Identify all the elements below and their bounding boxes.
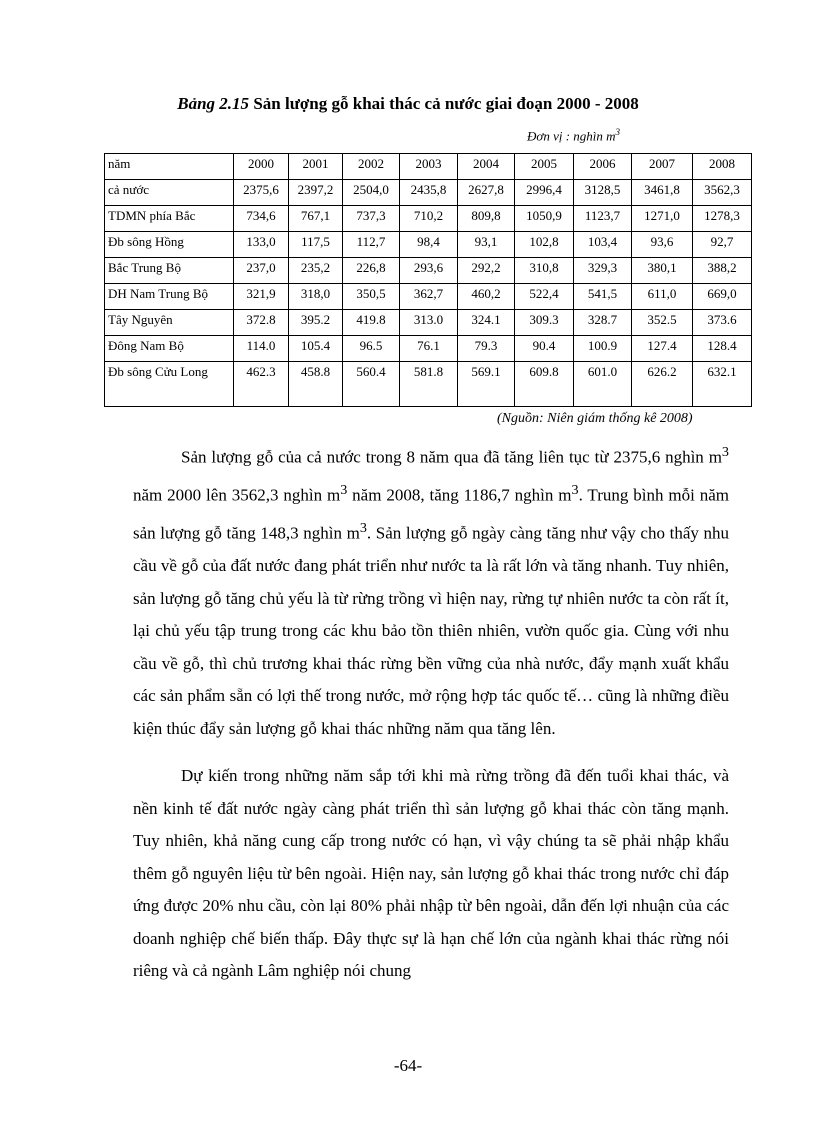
year-header-cell: 2006: [574, 154, 632, 180]
value-cell: 226,8: [343, 258, 400, 284]
value-cell: 669,0: [693, 284, 752, 310]
value-cell: 309.3: [515, 310, 574, 336]
region-cell: Đông Nam Bộ: [105, 336, 234, 362]
value-cell: 76.1: [400, 336, 458, 362]
table-row: [105, 284, 752, 310]
value-cell: 310,8: [515, 258, 574, 284]
value-cell: 609.8: [515, 362, 574, 407]
unit-note: [527, 127, 620, 144]
region-cell: Đb sông Cửu Long: [105, 362, 234, 407]
value-cell: 93,6: [632, 232, 693, 258]
region-cell: Bắc Trung Bộ: [105, 258, 234, 284]
p1-superscript-1: 3: [721, 444, 729, 460]
value-cell: 767,1: [289, 206, 343, 232]
value-cell: 79.3: [458, 336, 515, 362]
body-paragraph-2: [133, 760, 729, 988]
value-cell: 237,0: [234, 258, 289, 284]
unit-note-text: Đơn vị : nghìn m: [527, 128, 616, 144]
value-cell: 2435,8: [400, 180, 458, 206]
body-paragraph-1: [133, 436, 729, 745]
value-cell: 3562,3: [693, 180, 752, 206]
year-header-cell: 2008: [693, 154, 752, 180]
value-cell: 328.7: [574, 310, 632, 336]
value-cell: 2627,8: [458, 180, 515, 206]
p1-segment-1: Sản lượng gỗ của cả nước trong 8 năm qua đã tăng liên tục từ 2375,6 nghìn m: [181, 447, 722, 467]
p1-segment-4: . Trung bình mỗi năm sản lượng gỗ tăng 148,3 nghìn m: [133, 485, 729, 543]
value-cell: 103,4: [574, 232, 632, 258]
value-cell: 313.0: [400, 310, 458, 336]
year-header-cell: 2007: [632, 154, 693, 180]
value-cell: 112,7: [343, 232, 400, 258]
region-cell: Tây Nguyên: [105, 310, 234, 336]
value-cell: 318,0: [289, 284, 343, 310]
value-cell: 560.4: [343, 362, 400, 407]
value-cell: 96.5: [343, 336, 400, 362]
value-cell: 373.6: [693, 310, 752, 336]
table-caption-title: Sản lượng gỗ khai thác cả nước giai đoạn 2000 - 2008: [249, 94, 639, 113]
table-row: [105, 336, 752, 362]
value-cell: 329,3: [574, 258, 632, 284]
region-cell: cả nước: [105, 180, 234, 206]
value-cell: 2375,6: [234, 180, 289, 206]
value-cell: 321,9: [234, 284, 289, 310]
region-cell: TDMN phía Bắc: [105, 206, 234, 232]
value-cell: 626.2: [632, 362, 693, 407]
paragraph-2-text: Dự kiến trong những năm sắp tới khi mà rừng trồng đã đến tuổi khai thác, và nền kinh tế đất nước ngày càng phát triển thì sản lượng gỗ khai thác còn tăng mạnh. Tuy nhiên, khả năng cung cấp trong nước có hạn, vì vậy chúng ta sẽ phải nhập khẩu thêm gỗ nguyên liệu từ bên ngoài. Hiện nay, sản lượng gỗ khai thác trong nước chỉ đáp ứng được 20% nhu cầu, còn lại 80% phải nhập từ bên ngoài, dẫn đến lợi nhuận của các doanh nghiệp chế biến thấp. Đây thực sự là hạn chế lớn của ngành khai thác rừng nói riêng và cả ngành Lâm nghiệp nói chung: [133, 766, 729, 980]
paragraph-1-text: [133, 436, 729, 745]
value-cell: 117,5: [289, 232, 343, 258]
year-header-cell: 2002: [343, 154, 400, 180]
p1-segment-3: năm 2008, tăng 1186,7 nghìn m: [347, 485, 572, 505]
value-cell: 235,2: [289, 258, 343, 284]
p1-superscript-2: 3: [340, 482, 348, 499]
table-row: [105, 232, 752, 258]
unit-note-superscript: 3: [615, 127, 621, 137]
value-cell: 419.8: [343, 310, 400, 336]
value-cell: 324.1: [458, 310, 515, 336]
value-cell: 133,0: [234, 232, 289, 258]
value-cell: 98,4: [400, 232, 458, 258]
page-number: -64-: [393, 1056, 423, 1075]
value-cell: 380,1: [632, 258, 693, 284]
region-cell: DH Nam Trung Bộ: [105, 284, 234, 310]
value-cell: 737,3: [343, 206, 400, 232]
table-row: [105, 310, 752, 336]
value-cell: 581.8: [400, 362, 458, 407]
value-cell: 105.4: [289, 336, 343, 362]
table-caption: [0, 94, 816, 114]
p1-superscript-4: 3: [359, 520, 367, 537]
value-cell: 2996,4: [515, 180, 574, 206]
p1-superscript-3: 3: [571, 482, 579, 499]
value-cell: 372.8: [234, 310, 289, 336]
value-cell: 292,2: [458, 258, 515, 284]
value-cell: 1123,7: [574, 206, 632, 232]
value-cell: 100.9: [574, 336, 632, 362]
year-header-cell: 2003: [400, 154, 458, 180]
value-cell: 569.1: [458, 362, 515, 407]
value-cell: 92,7: [693, 232, 752, 258]
value-cell: 809,8: [458, 206, 515, 232]
value-cell: 127.4: [632, 336, 693, 362]
value-cell: 2504,0: [343, 180, 400, 206]
table-row: [105, 258, 752, 284]
value-cell: 1050,9: [515, 206, 574, 232]
value-cell: 632.1: [693, 362, 752, 407]
p1-segment-2: năm 2000 lên 3562,3 nghìn m: [133, 485, 341, 505]
value-cell: 93,1: [458, 232, 515, 258]
value-cell: 293,6: [400, 258, 458, 284]
value-cell: 734,6: [234, 206, 289, 232]
value-cell: 460,2: [458, 284, 515, 310]
table-row: [105, 362, 752, 407]
value-cell: 388,2: [693, 258, 752, 284]
source-note: (Nguồn: Niên giám thống kê 2008): [497, 411, 693, 426]
value-cell: 458.8: [289, 362, 343, 407]
value-cell: 611,0: [632, 284, 693, 310]
region-cell: Đb sông Hồng: [105, 232, 234, 258]
value-cell: 462.3: [234, 362, 289, 407]
year-header-cell: 2000: [234, 154, 289, 180]
year-header-cell: 2004: [458, 154, 515, 180]
value-cell: 395.2: [289, 310, 343, 336]
value-cell: 1271,0: [632, 206, 693, 232]
value-cell: 3461,8: [632, 180, 693, 206]
value-cell: 102,8: [515, 232, 574, 258]
value-cell: 3128,5: [574, 180, 632, 206]
table-row: [105, 206, 752, 232]
value-cell: 710,2: [400, 206, 458, 232]
header-label-cell: năm: [105, 154, 234, 180]
timber-production-table: [104, 153, 752, 407]
value-cell: 362,7: [400, 284, 458, 310]
value-cell: 350,5: [343, 284, 400, 310]
value-cell: 128.4: [693, 336, 752, 362]
value-cell: 352.5: [632, 310, 693, 336]
p1-segment-5: . Sản lượng gỗ ngày càng tăng như vậy cho thấy nhu cầu về gỗ của đất nước đang phát triển như nước ta là rất lớn và tăng nhanh. Tuy nhiên, sản lượng gỗ tăng chủ yếu là từ rừng trồng vì hiện nay, rừng tự nhiên nước ta còn rất ít, lại chủ yếu tập trung trong các khu bảo tồn thiên nhiên, vườn quốc gia. Cùng với nhu cầu về gỗ, thì chủ trương khai thác rừng bền vững của nhà nước, đẩy mạnh xuất khẩu các sản phẩm sẵn có lợi thế trong nước, mở rộng hợp tác quốc tế… cũng là những điều kiện thúc đẩy sản lượng gỗ khai thác những năm qua tăng lên.: [133, 523, 730, 738]
year-header-cell: 2005: [515, 154, 574, 180]
table-row: [105, 180, 752, 206]
value-cell: 1278,3: [693, 206, 752, 232]
table-caption-label: Bảng 2.15: [177, 94, 250, 113]
year-header-cell: 2001: [289, 154, 343, 180]
value-cell: 541,5: [574, 284, 632, 310]
value-cell: 522,4: [515, 284, 574, 310]
value-cell: 601.0: [574, 362, 632, 407]
value-cell: 90.4: [515, 336, 574, 362]
table-header-row: [105, 154, 752, 180]
value-cell: 114.0: [234, 336, 289, 362]
value-cell: 2397,2: [289, 180, 343, 206]
